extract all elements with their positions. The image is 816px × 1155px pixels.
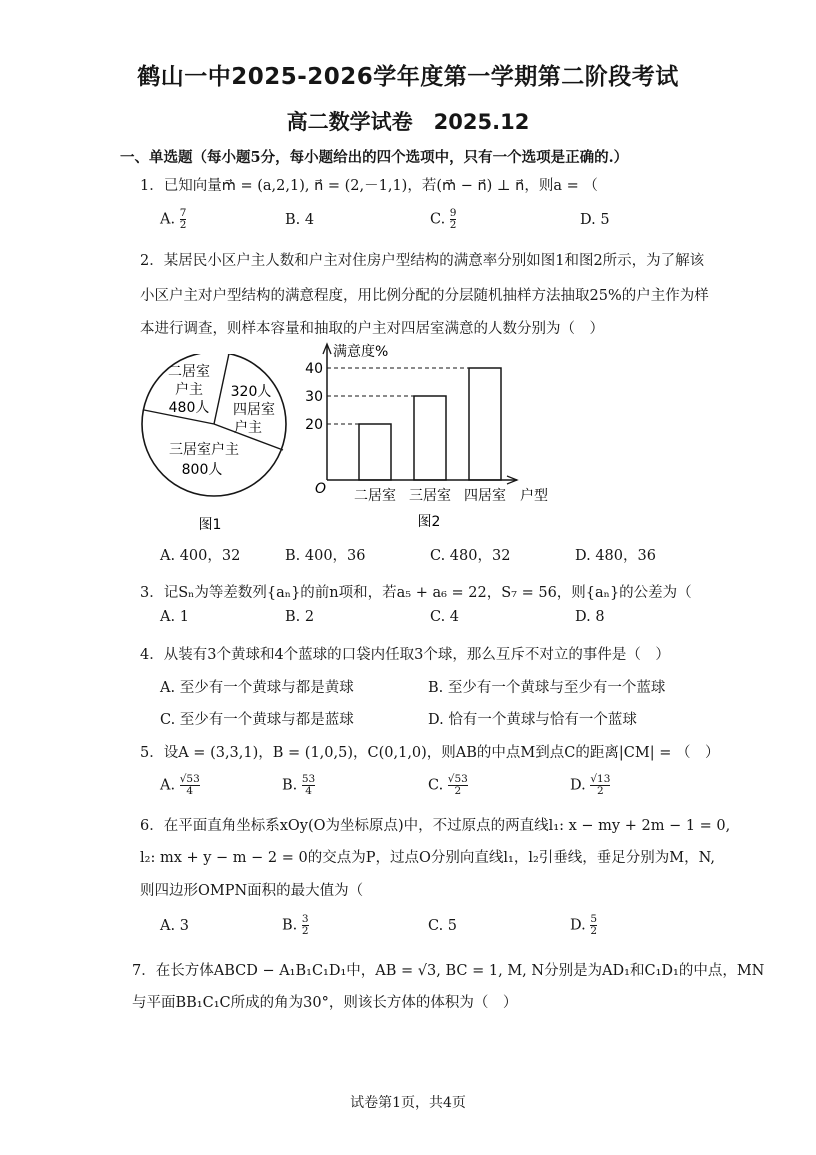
option-fraction [302,774,315,797]
page-footer: 试卷第1页，共4页 [350,1095,466,1111]
option-letter: C. [160,712,180,728]
option-letter: B. [282,917,302,934]
fraction-denominator: 2 [179,219,187,231]
q1-option-b [285,212,314,228]
q3-option-c [430,609,459,625]
q4-stem: 4．从装有3个黄球和4个蓝球的口袋内任取3个球，那么互斥不对立的事件是（ ） [140,647,670,663]
option-text: 5 [600,212,610,228]
fraction-denominator: 4 [305,785,312,797]
q7-stem-line2: 与平面BB₁C₁C所成的角为30°，则该长方体的体积为（ ） [132,995,518,1011]
q7-stem-line1: 7．在长方体ABCD − A₁B₁C₁D₁中，AB = √3, BC = 1, M, N分别是为AD₁和C₁D₁的中点，MN [132,963,765,979]
option-letter: D. [575,548,596,564]
sector1-line3: 480人 [168,400,210,416]
fraction-numerator: 53 [301,773,316,785]
option-text: 至少有一个黄球与都是黄球 [179,680,354,696]
option-letter: B. [428,680,448,696]
x-axis-label: 户型 [520,488,548,504]
option-text: 400，32 [179,548,241,564]
option-text: 3 [179,918,189,934]
fraction-denominator: 2 [454,785,462,797]
option-text: 恰有一个黄球与恰有一个蓝球 [448,712,637,728]
option-letter: A. [160,680,180,696]
option-letter: C. [430,609,450,625]
bar-二居室 [359,424,391,480]
q3-option-d [575,609,605,625]
option-fraction [180,774,200,797]
fraction-denominator: 4 [186,785,194,797]
origin-label: O [315,481,327,497]
option-letter: C. [428,918,448,934]
fraction-denominator: 2 [590,925,598,937]
sector3-line2: 800人 [181,462,223,478]
q4-option-c [160,708,354,729]
option-text: 4 [449,609,460,625]
fraction-numerator: 5 [590,913,598,925]
option-letter: A. [160,211,180,228]
bar-四居室 [469,368,501,480]
option-text: 2 [304,609,315,625]
fraction-numerator: 7 [179,207,187,219]
option-letter: D. [580,212,601,228]
q6-option-c [428,918,457,934]
option-letter: A. [160,609,180,625]
q3-stem: 3．记Sₙ为等差数列{aₙ}的前n项和，若a₅ + a₆ = 22，S₇ = 56，则{aₙ}的公差为（ [140,585,692,601]
y-axis-label: 满意度% [333,344,389,360]
option-letter: A. [160,777,180,794]
q1-option-a [160,208,186,231]
q5-stem: 5．设A = (3,3,1)，B = (1,0,5)，C(0,1,0)，则AB的中点M到点C的距离|CM| = （ ） [140,745,720,761]
x-tick-三居室: 三居室 [409,488,451,504]
figure1-pie [134,354,310,540]
sector2-line3: 户主 [234,420,262,436]
option-fraction [302,914,309,937]
option-letter: B. [282,777,302,794]
option-text: 1 [179,609,189,625]
option-text: 5 [447,918,458,934]
exam-subtitle: 高二数学试卷 2025.12 [286,110,530,134]
option-text: 480，32 [449,548,511,564]
q3-option-b [285,609,314,625]
y-tick-30: 30 [305,389,323,405]
option-text: 400，36 [304,548,366,564]
q2-stem-line2: 小区户主对户型结构的满意程度，用比例分配的分层随机抽样方法抽取25%的户主作为样 [140,288,709,304]
q6-option-a [160,918,189,934]
option-text: 至少有一个黄球与至少有一个蓝球 [447,680,666,696]
sector2-line2: 四居室 [233,402,275,418]
option-letter: B. [285,212,305,228]
q6-stem-line2: l₂: mx + y − m − 2 = 0的交点为P，过点O分别向直线l₁，l₂引垂线，垂足分别为M，N, [140,850,715,866]
figure2-caption: 图2 [417,514,441,530]
q4-option-d [428,708,637,729]
option-fraction [448,774,468,797]
option-letter: C. [430,548,450,564]
sector1-line2: 户主 [175,382,203,398]
fraction-denominator: 2 [301,925,309,937]
option-fraction [180,208,187,231]
section-heading: 一、单选题（每小题5分，每小题给出的四个选项中，只有一个选项是正确的.） [120,149,629,166]
q1-stem: 1．已知向量m⃗ = (a,2,1), n⃗ = (2,－1,1)，若(m⃗ − n⃗) ⊥ n⃗，则a = （ [140,178,598,194]
fraction-numerator: √13 [590,773,611,785]
fraction-numerator: √53 [179,773,200,785]
q6-option-b [282,914,309,937]
fraction-numerator: 9 [449,207,457,219]
option-letter: D. [575,609,596,625]
q5-option-b [282,774,315,797]
option-letter: D. [570,917,591,934]
option-text: 4 [304,212,315,228]
option-letter: D. [570,777,591,794]
option-letter: A. [160,548,180,564]
x-tick-四居室: 四居室 [464,488,506,504]
figure2-bar-chart [305,340,565,535]
q6-stem-line3: 则四边形OMPN面积的最大值为（ [140,883,364,899]
q5-option-c [428,774,468,797]
option-letter: A. [160,918,180,934]
q1-option-c [430,208,456,231]
exam-title: 鹤山一中2025-2026学年度第一学期第二阶段考试 [137,64,679,90]
fraction-denominator: 2 [597,785,604,797]
q2-stem-line3: 本进行调查，则样本容量和抽取的户主对四居室满意的人数分别为（ ） [140,321,604,337]
q2-option-d [575,544,656,565]
option-fraction [590,914,597,937]
q3-option-a [160,609,189,625]
option-text: 至少有一个黄球与都是蓝球 [179,712,354,728]
option-text: 8 [595,609,605,625]
bar-三居室 [414,396,446,480]
q5-option-d [570,774,610,797]
fraction-numerator: √53 [447,773,468,785]
option-letter: C. [428,777,448,794]
x-tick-二居室: 二居室 [354,488,396,504]
fraction-numerator: 3 [301,913,309,925]
q4-option-b [428,676,665,697]
q6-option-d [570,914,597,937]
q2-option-a [160,544,240,565]
y-tick-20: 20 [305,417,323,433]
q2-stem-line1: 2．某居民小区户主人数和户主对住房户型结构的满意率分别如图1和图2所示，为了解该 [140,253,705,269]
q5-option-a [160,774,200,797]
option-text: 480，36 [595,548,656,564]
fraction-denominator: 2 [449,219,457,231]
pie-divider-top [214,354,229,424]
sector3-line1: 三居室户主 [169,442,239,458]
q4-option-a [160,676,354,697]
q1-option-d [580,212,610,228]
option-letter: D. [428,712,449,728]
option-letter: B. [285,609,305,625]
figure1-caption: 图1 [198,517,222,533]
option-letter: C. [430,211,450,228]
option-fraction [590,774,610,797]
option-letter: B. [285,548,305,564]
option-fraction [450,208,457,231]
sector2-line1: 320人 [230,384,272,400]
q2-option-b [285,544,366,565]
q6-stem-line1: 6．在平面直角坐标系xOy(O为坐标原点)中，不过原点的两直线l₁: x − my + 2m − 1 = 0, [140,818,731,834]
y-tick-40: 40 [305,361,323,377]
q2-option-c [430,544,510,565]
sector1-line1: 二居室 [168,364,210,380]
